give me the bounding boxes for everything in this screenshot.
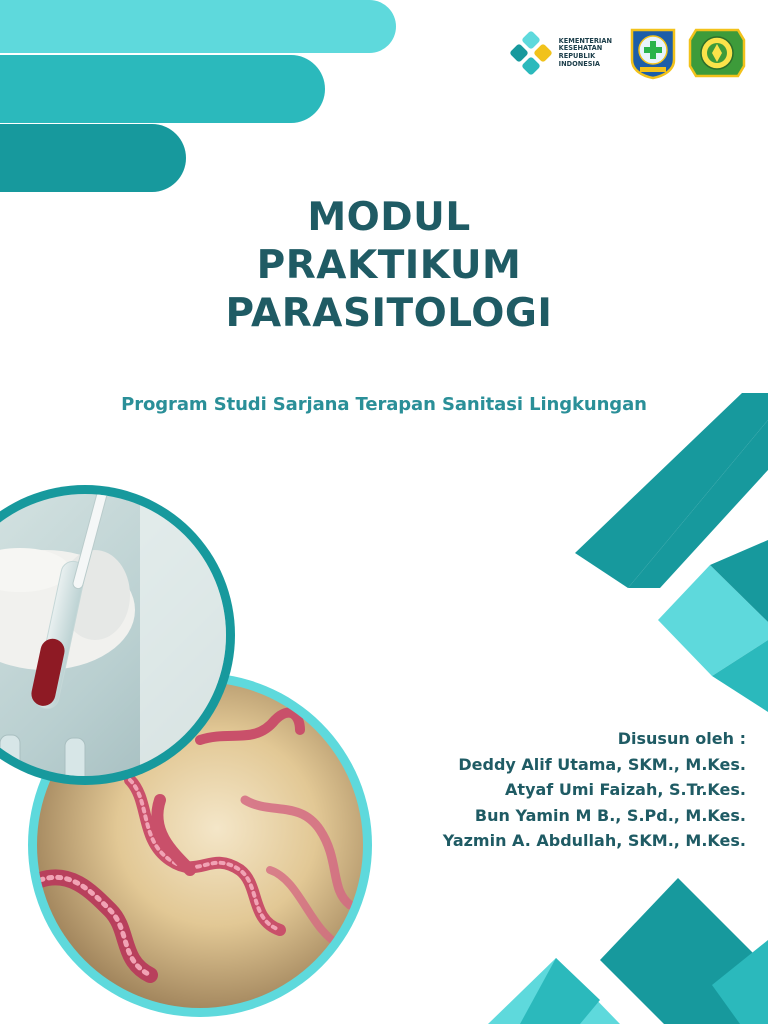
subtitle: Program Studi Sarjana Terapan Sanitasi Lingkungan — [121, 394, 647, 415]
header-bar-light — [0, 0, 396, 53]
authors-heading: Disusun oleh : — [617, 729, 746, 748]
header-bar-mid — [0, 55, 325, 123]
ministry-line: INDONESIA — [558, 59, 601, 68]
kemenkes-icon — [508, 30, 554, 76]
author-name: Bun Yamin M B., S.Pd., M.Kes. — [474, 805, 746, 825]
authors-block — [443, 726, 746, 854]
title-line: PARASITOLOGI — [225, 291, 553, 336]
ministry-line: KEMENTERIAN — [558, 36, 612, 45]
author-name: Atyaf Umi Faizah, S.Tr.Kes. — [505, 780, 746, 799]
kemenkes-logo — [508, 30, 612, 76]
page-title — [0, 194, 768, 338]
title-line: PRAKTIKUM — [256, 243, 522, 288]
institution-seal-green-icon — [688, 26, 746, 80]
title-line: MODUL — [307, 195, 471, 240]
author-name: Yazmin A. Abdullah, SKM., M.Kes. — [442, 831, 746, 850]
ministry-line: KESEHATAN — [558, 44, 603, 53]
header-bar-dark — [0, 124, 186, 192]
ministry-name — [559, 38, 612, 68]
ministry-line: REPUBLIK — [558, 52, 596, 60]
logo-group — [508, 22, 746, 84]
author-name: Deddy Alif Utama, SKM., M.Kes. — [458, 754, 746, 774]
institution-seal-blue-icon — [626, 26, 680, 80]
